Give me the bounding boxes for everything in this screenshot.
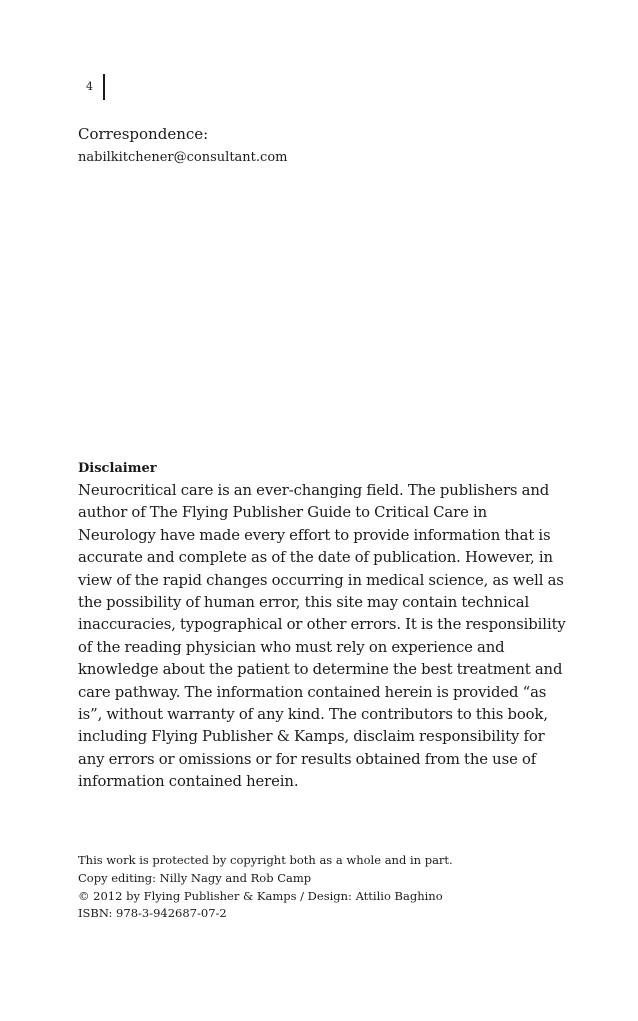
page-number-rule	[103, 74, 105, 100]
copy-editing-credit: Copy editing: Nilly Nagy and Rob Camp	[78, 870, 312, 885]
correspondence-label: Correspondence:	[78, 125, 209, 143]
isbn-line: ISBN: 978-3-942687-07-2	[78, 906, 227, 921]
disclaimer-block	[78, 460, 568, 794]
correspondence-email: nabilkitchener@consultant.com	[78, 150, 288, 165]
disclaimer-heading: Disclaimer	[78, 461, 157, 476]
copyright-notice: This work is protected by copyright both as a whole and in part.	[78, 853, 453, 867]
copyright-line: © 2012 by Flying Publisher & Kamps / Design: Attilio Baghino	[78, 888, 443, 903]
correspondence-block	[78, 124, 578, 168]
disclaimer-body: Neurocritical care is an ever-changing field. The publishers and author of The Flying Publisher Guide to Critical Care in Neurology have made every effort to provide information that is accurate and complete as of the date of publication. However, in view of the rapid changes occurring in medical science, as well as the possibility of human error, this site may contain technical inaccuracies, typographical or other errors. It is the responsibility of the reading physician who must rely on experience and knowledge about the patient to determine the best treatment and care pathway. The information contained herein is provided “as is”, without warranty of any kind. The contributors to this book, including Flying Publisher & Kamps, disclaim responsibility for any errors or omissions or for results obtained from the use of information contained herein.	[78, 482, 566, 791]
page-number: 4	[86, 80, 93, 93]
colophon-block	[78, 852, 578, 923]
